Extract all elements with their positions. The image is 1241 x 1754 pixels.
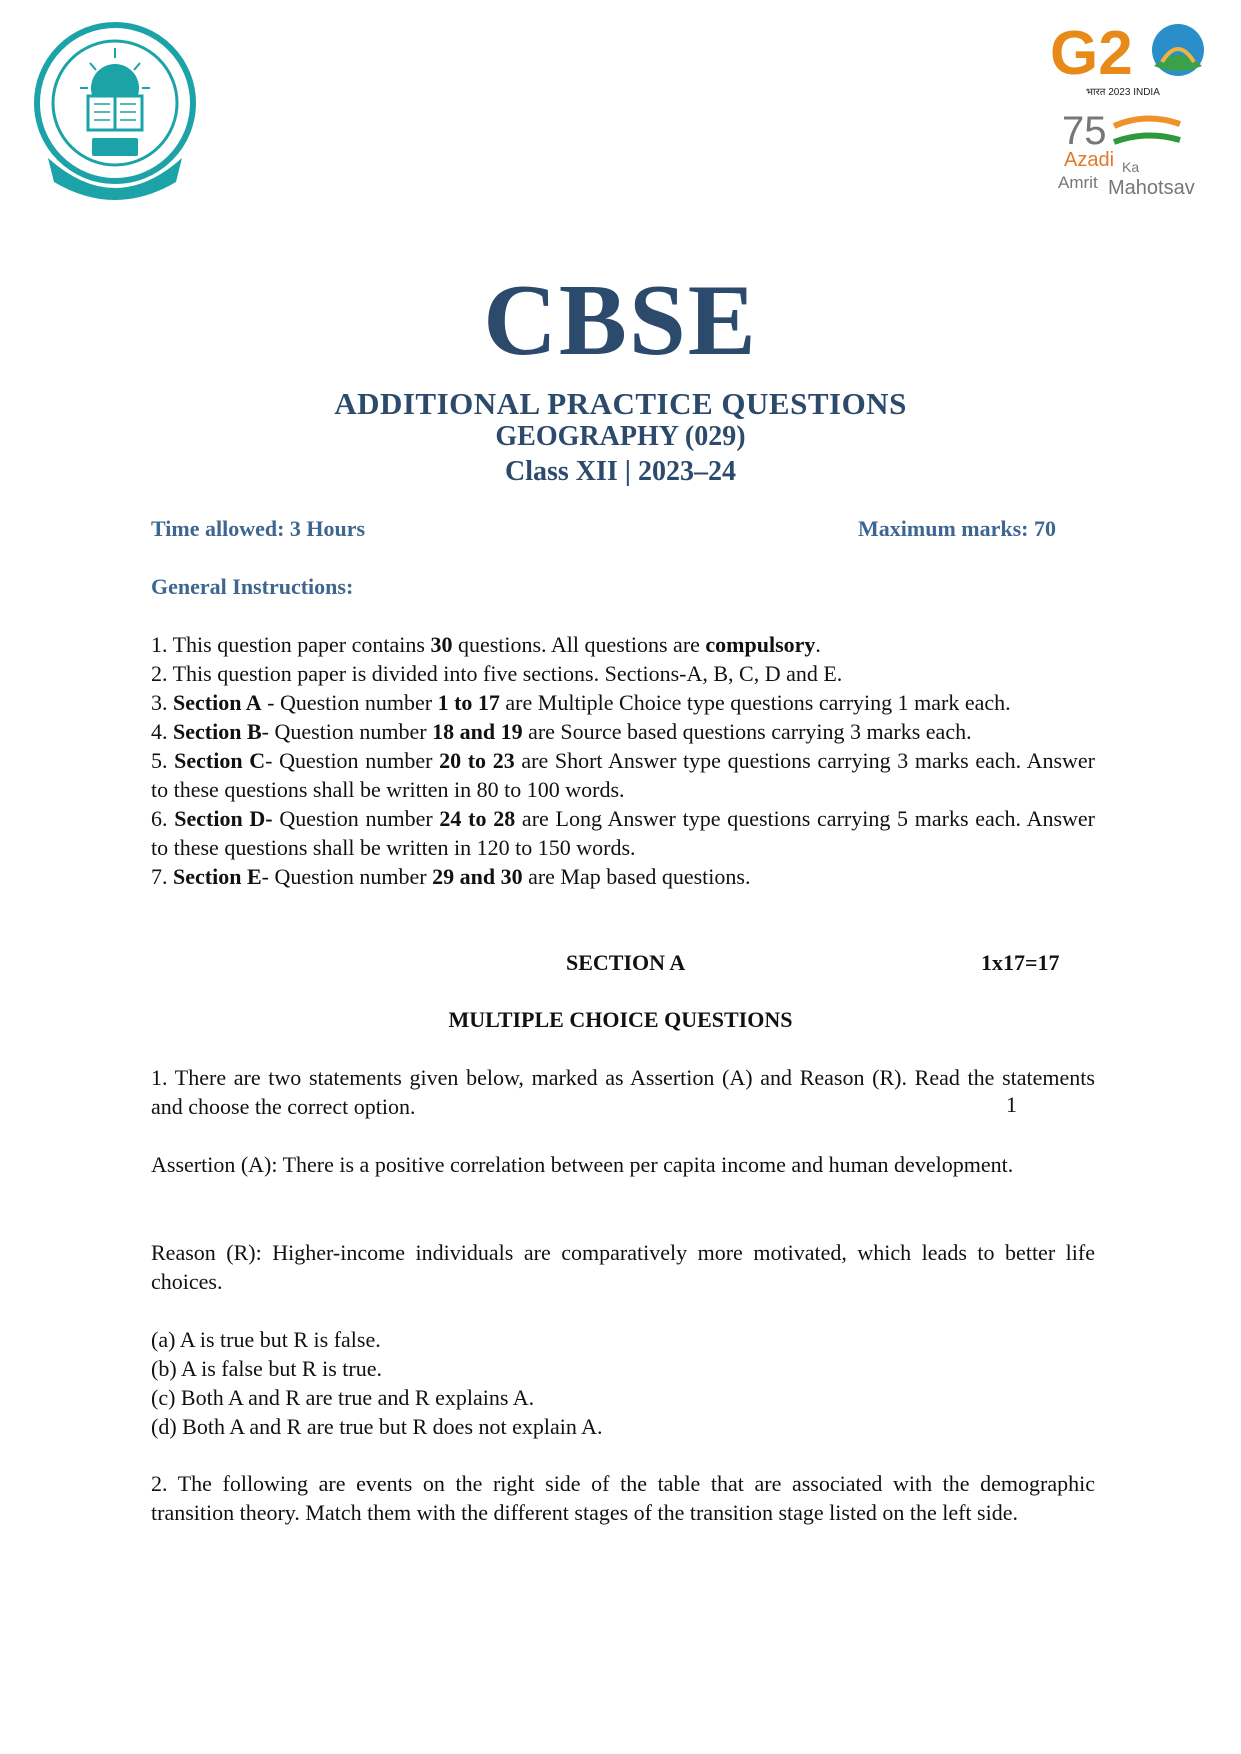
- mcq-heading: MULTIPLE CHOICE QUESTIONS: [448, 1007, 793, 1032]
- option-a: (a) A is true but R is false.: [151, 1327, 381, 1352]
- svg-text:Ka: Ka: [1122, 159, 1140, 175]
- question-1-assertion: Assertion (A): There is a positive correlation between per capita income and human development.: [151, 1152, 1014, 1177]
- question-2-text: 2. The following are events on the right side of the table that are associated with the demographic transition theory. Match them with the different stages of the transition stage listed on the left side.: [151, 1471, 1095, 1525]
- instruction-item: 5. Section C- Question number 20 to 23 are Short Answer type questions carrying 3 marks each. Answer to these questions shall be written in 80 to 100 words.: [151, 748, 1096, 802]
- svg-text:Azadi: Azadi: [1064, 149, 1115, 171]
- section-a-heading: SECTION A: [566, 950, 686, 975]
- option-c: (c) Both A and R are true and R explains A.: [151, 1385, 535, 1410]
- question-1-text: 1. There are two statements given below, marked as Assertion (A) and Reason (R). Read the statements and choose the correct option.: [151, 1065, 1095, 1119]
- instruction-item: 1. This question paper contains 30 questions. All questions are compulsory.: [151, 632, 821, 657]
- svg-text:Mahotsav: Mahotsav: [1108, 177, 1195, 199]
- svg-text:Amrit: Amrit: [1058, 173, 1098, 192]
- instruction-item: 6. Section D- Question number 24 to 28 are Long Answer type questions carrying 5 marks each. Answer to these questions shall be written in 120 to 150 words.: [151, 806, 1095, 860]
- g20-subtext: भारत 2023 INDIA: [1086, 87, 1160, 98]
- instruction-item: 7. Section E- Question number 29 and 30 are Map based questions.: [151, 864, 751, 889]
- svg-text:75: 75: [1062, 109, 1107, 153]
- question-1-mark: 1: [1006, 1092, 1017, 1117]
- question-1-reason: Reason (R): Higher-income individuals are comparatively more motivated, which leads to better life choices.: [151, 1240, 1095, 1294]
- option-b: (b) A is false but R is true.: [151, 1356, 382, 1381]
- instruction-item: 3. Section A - Question number 1 to 17 are Multiple Choice type questions carrying 1 mark each.: [151, 690, 1011, 715]
- document-subtitle: ADDITIONAL PRACTICE QUESTIONS: [334, 386, 907, 421]
- option-d: (d) Both A and R are true but R does not explain A.: [151, 1414, 603, 1439]
- class-year: Class XII | 2023–24: [505, 456, 736, 487]
- section-a-marks: 1x17=17: [981, 950, 1060, 975]
- page-title: CBSE: [483, 264, 758, 377]
- cbse-emblem-icon: [30, 18, 200, 208]
- instructions-list: [151, 630, 1095, 891]
- instruction-item: 4. Section B- Question number 18 and 19 are Source based questions carrying 3 marks each.: [151, 719, 972, 744]
- instruction-item: 2. This question paper is divided into five sections. Sections-A, B, C, D and E.: [151, 661, 843, 686]
- subject-code: GEOGRAPHY (029): [495, 421, 746, 452]
- azadi-ka-amrit-mahotsav-logo-icon: [1056, 102, 1216, 202]
- maximum-marks: Maximum marks: 70: [858, 516, 1056, 541]
- general-instructions-heading: General Instructions:: [151, 574, 354, 599]
- time-allowed: Time allowed: 3 Hours: [151, 516, 366, 541]
- g20-logo-icon: [1050, 14, 1210, 86]
- question-1-options: [151, 1325, 1095, 1441]
- svg-text:G2: G2: [1050, 19, 1133, 86]
